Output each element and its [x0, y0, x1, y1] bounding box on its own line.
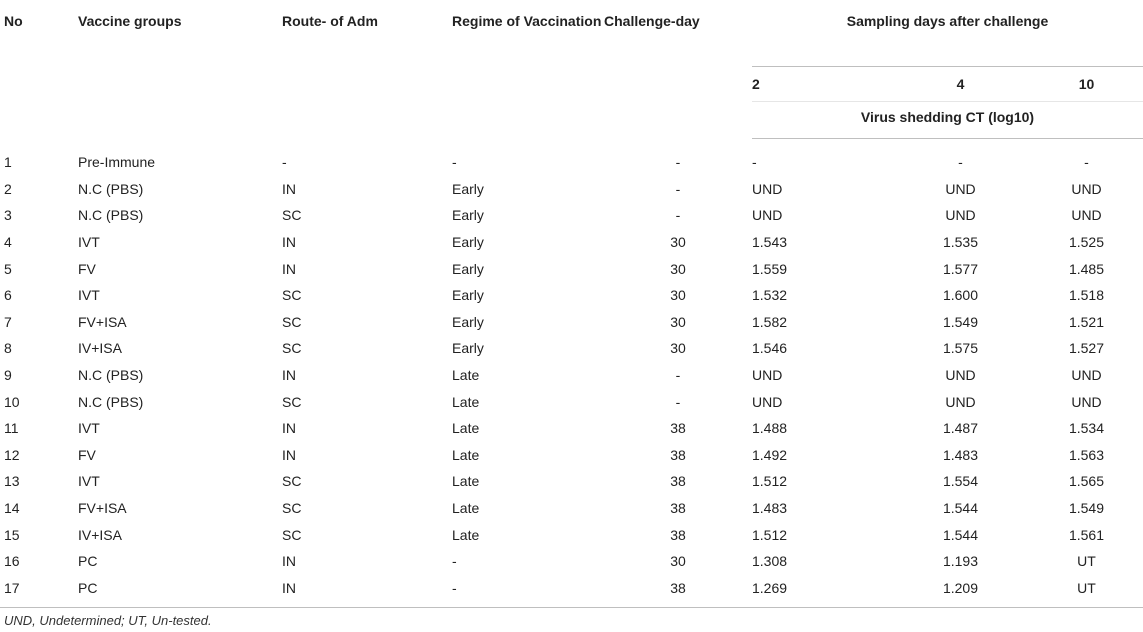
cell-regime: Early	[452, 207, 484, 224]
cell-challenge-day: 30	[670, 313, 686, 330]
cell-regime: Late	[452, 500, 480, 517]
cell-day-4: UND	[945, 207, 976, 224]
table-row	[0, 388, 1143, 415]
cell-day-2: 1.308	[752, 553, 788, 570]
cell-challenge-day: 38	[670, 500, 686, 517]
cell-vaccine-group: N.C (PBS)	[78, 367, 144, 384]
header-day-10: 10	[1030, 67, 1143, 102]
cell-challenge-day: -	[675, 207, 681, 224]
cell-day-10: 1.525	[1068, 234, 1105, 251]
table-row	[0, 335, 1143, 362]
table-row	[0, 442, 1143, 469]
cell-no: 3	[4, 207, 12, 224]
cell-day-2: 1.582	[752, 313, 788, 330]
cell-day-4: 1.483	[942, 446, 979, 463]
header-day-2: 2	[752, 67, 891, 102]
cell-regime: Early	[452, 180, 484, 197]
cell-route: IN	[282, 260, 296, 277]
cell-day-4: 1.193	[942, 553, 979, 570]
table-row	[0, 415, 1143, 442]
cell-day-4: -	[958, 154, 963, 171]
cell-vaccine-group: IVT	[78, 473, 100, 490]
cell-day-4: UND	[945, 393, 976, 410]
header-challenge-day: Challenge-day	[604, 13, 700, 29]
cell-regime: Early	[452, 340, 484, 357]
cell-challenge-day: 38	[670, 473, 686, 490]
cell-day-4: UND	[945, 367, 976, 384]
table-body	[0, 139, 1143, 608]
cell-no: 8	[4, 340, 12, 357]
cell-day-4: 1.544	[942, 526, 979, 543]
cell-day-10: 1.565	[1068, 473, 1105, 490]
cell-vaccine-group: FV	[78, 446, 96, 463]
cell-route: SC	[282, 207, 302, 224]
cell-day-2: 1.492	[752, 446, 788, 463]
cell-vaccine-group: IVT	[78, 234, 100, 251]
header-virus-shedding: Virus shedding CT (log10)	[752, 102, 1143, 139]
cell-vaccine-group: IVT	[78, 287, 100, 304]
table-row	[0, 229, 1143, 256]
cell-day-4: 1.487	[942, 420, 979, 437]
cell-day-2: UND	[752, 207, 783, 224]
cell-route: SC	[282, 500, 302, 517]
cell-route: SC	[282, 393, 302, 410]
cell-day-2: 1.488	[752, 420, 788, 437]
cell-day-10: UND	[1071, 207, 1102, 224]
cell-day-10: 1.527	[1068, 340, 1105, 357]
cell-vaccine-group: N.C (PBS)	[78, 393, 144, 410]
cell-challenge-day: 30	[670, 287, 686, 304]
cell-route: IN	[282, 575, 452, 608]
cell-route: SC	[282, 340, 302, 357]
cell-route: IN	[282, 180, 296, 197]
cell-regime: Late	[452, 526, 480, 543]
cell-no: 12	[4, 446, 20, 463]
cell-no: 10	[4, 393, 20, 410]
cell-route: IN	[282, 367, 296, 384]
cell-challenge-day: -	[675, 180, 681, 197]
cell-regime: -	[452, 154, 457, 171]
cell-day-4: 1.600	[942, 287, 979, 304]
cell-no: 4	[4, 234, 12, 251]
cell-regime: Early	[452, 287, 484, 304]
header-vaccine-groups: Vaccine groups	[78, 13, 182, 29]
cell-no: 5	[4, 260, 12, 277]
cell-day-2: UND	[752, 393, 783, 410]
table-row	[0, 575, 1143, 608]
cell-regime: Late	[452, 446, 480, 463]
cell-day-10: 1.534	[1068, 420, 1105, 437]
table-row	[0, 521, 1143, 548]
cell-no: 9	[4, 367, 12, 384]
cell-day-2: -	[752, 154, 757, 171]
cell-day-2: 1.532	[752, 287, 788, 304]
cell-day-4: 1.544	[942, 500, 979, 517]
cell-route: -	[282, 154, 287, 171]
cell-vaccine-group: PC	[78, 575, 282, 608]
cell-no: 11	[4, 420, 19, 437]
cell-regime: Early	[452, 313, 484, 330]
cell-vaccine-group: IVT	[78, 420, 100, 437]
cell-no: 17	[0, 575, 78, 608]
cell-no: 6	[4, 287, 12, 304]
header-route: Route- of Adm	[282, 13, 378, 29]
cell-challenge-day: 30	[670, 340, 686, 357]
cell-no: 2	[4, 180, 12, 197]
cell-day-10: UT	[1077, 553, 1096, 570]
cell-regime: Late	[452, 473, 480, 490]
header-no: No	[4, 13, 23, 29]
cell-day-4: 1.549	[942, 313, 979, 330]
cell-regime: Early	[452, 260, 484, 277]
cell-route: SC	[282, 473, 302, 490]
cell-no: 13	[4, 473, 20, 490]
cell-day-2: 1.269	[752, 575, 891, 608]
table-row	[0, 202, 1143, 229]
cell-day-10: UND	[1071, 393, 1102, 410]
cell-day-10: 1.563	[1068, 446, 1105, 463]
cell-vaccine-group: FV	[78, 260, 96, 277]
header-day-4: 4	[891, 67, 1030, 102]
cell-vaccine-group: PC	[78, 553, 98, 570]
cell-regime: Late	[452, 367, 480, 384]
cell-no: 15	[4, 526, 20, 543]
table-row	[0, 468, 1143, 495]
cell-no: 7	[4, 313, 12, 330]
table-row	[0, 176, 1143, 203]
cell-challenge-day: 30	[670, 234, 686, 251]
header-sampling-days: Sampling days after challenge	[846, 13, 1049, 29]
cell-day-10: UND	[1071, 180, 1102, 197]
table-footnote: UND, Undetermined; UT, Un-tested.	[4, 613, 212, 628]
cell-vaccine-group: N.C (PBS)	[78, 207, 144, 224]
cell-challenge-day: 38	[670, 526, 686, 543]
cell-day-10: 1.485	[1068, 260, 1105, 277]
cell-day-10: 1.518	[1068, 287, 1105, 304]
cell-route: SC	[282, 313, 302, 330]
cell-day-2: 1.543	[752, 234, 788, 251]
cell-challenge-day: 38	[670, 446, 686, 463]
cell-day-10: 1.561	[1068, 526, 1105, 543]
table-row	[0, 309, 1143, 336]
cell-no: 16	[4, 553, 20, 570]
cell-vaccine-group: IV+ISA	[78, 340, 122, 357]
cell-route: SC	[282, 287, 302, 304]
cell-day-10: 1.521	[1068, 313, 1105, 330]
cell-regime: Late	[452, 393, 480, 410]
cell-vaccine-group: FV+ISA	[78, 313, 127, 330]
cell-vaccine-group: IV+ISA	[78, 526, 122, 543]
cell-challenge-day: 38	[604, 575, 752, 608]
cell-day-2: 1.483	[752, 500, 788, 517]
cell-day-10: UND	[1071, 367, 1102, 384]
cell-day-2: UND	[752, 367, 783, 384]
cell-vaccine-group: Pre-Immune	[78, 154, 156, 171]
cell-route: IN	[282, 234, 296, 251]
cell-day-10: 1.549	[1068, 500, 1105, 517]
cell-route: IN	[282, 420, 296, 437]
table-row	[0, 139, 1143, 176]
cell-challenge-day: -	[675, 154, 681, 171]
cell-route: SC	[282, 526, 302, 543]
cell-vaccine-group: FV+ISA	[78, 500, 127, 517]
cell-day-2: 1.559	[752, 260, 788, 277]
cell-day-10: UT	[1030, 575, 1143, 608]
cell-day-4: 1.535	[942, 234, 979, 251]
cell-day-2: 1.512	[752, 473, 788, 490]
cell-no: 1	[4, 154, 12, 171]
cell-regime: -	[452, 575, 604, 608]
table-row	[0, 362, 1143, 389]
cell-day-4: 1.577	[942, 260, 979, 277]
cell-challenge-day: -	[675, 393, 681, 410]
cell-challenge-day: 30	[670, 260, 686, 277]
cell-no: 14	[4, 500, 20, 517]
cell-challenge-day: -	[675, 367, 681, 384]
cell-day-4: 1.209	[891, 575, 1030, 608]
cell-day-4: UND	[945, 180, 976, 197]
header-regime: Regime of Vaccination	[452, 13, 602, 29]
cell-day-10: -	[1084, 154, 1089, 171]
cell-vaccine-group: N.C (PBS)	[78, 180, 144, 197]
cell-route: IN	[282, 553, 296, 570]
cell-challenge-day: 30	[670, 553, 686, 570]
cell-challenge-day: 38	[670, 420, 686, 437]
cell-route: IN	[282, 446, 296, 463]
cell-regime: -	[452, 553, 457, 570]
table-row	[0, 282, 1143, 309]
cell-day-2: UND	[752, 180, 783, 197]
cell-day-4: 1.554	[942, 473, 979, 490]
table-row	[0, 495, 1143, 522]
cell-regime: Late	[452, 420, 480, 437]
header-row	[0, 0, 1143, 67]
table-row	[0, 255, 1143, 282]
cell-regime: Early	[452, 234, 484, 251]
cell-day-2: 1.546	[752, 340, 788, 357]
cell-day-4: 1.575	[942, 340, 979, 357]
table-row	[0, 548, 1143, 575]
cell-day-2: 1.512	[752, 526, 788, 543]
